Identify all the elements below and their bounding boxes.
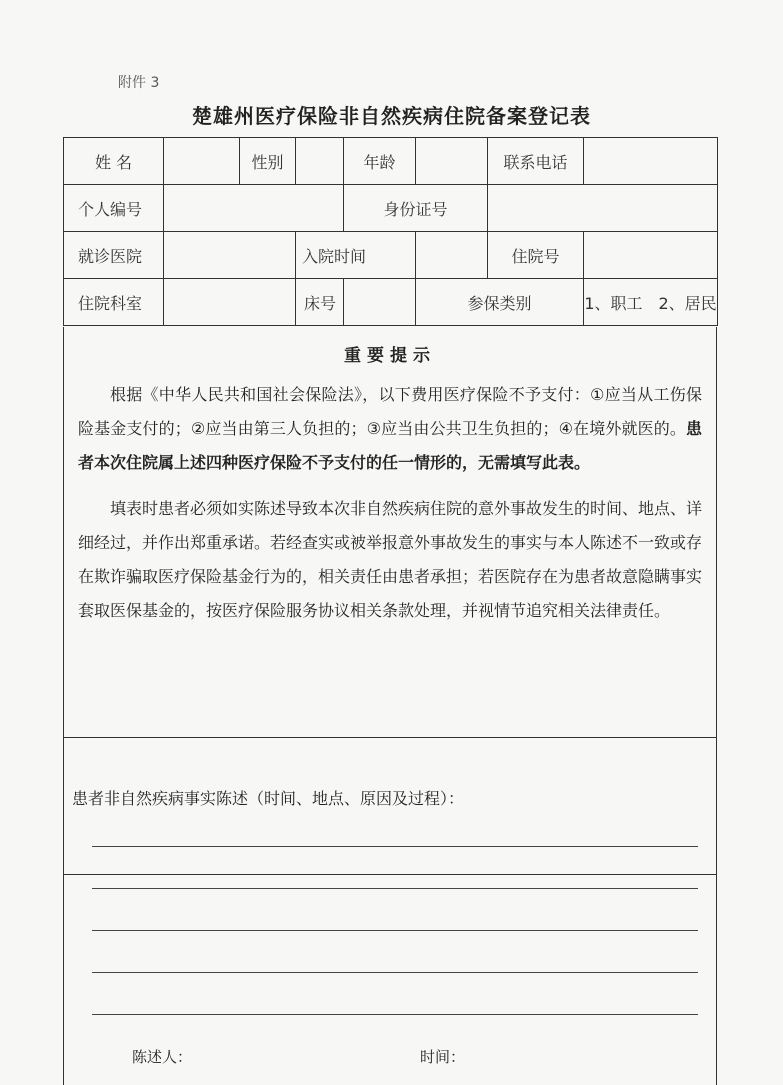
statement-line[interactable] xyxy=(92,846,698,847)
inpatient-no-field[interactable] xyxy=(584,232,718,279)
name-field[interactable] xyxy=(164,138,240,185)
personal-id-label: 个人编号 xyxy=(64,185,164,232)
bed-no-label: 床号 xyxy=(296,279,344,326)
admission-time-field[interactable] xyxy=(416,232,488,279)
statement-section xyxy=(63,737,717,1085)
gender-field[interactable] xyxy=(296,138,344,185)
table-row xyxy=(64,185,718,232)
personal-id-field[interactable] xyxy=(164,185,344,232)
statement-line[interactable] xyxy=(92,972,698,973)
statement-line[interactable] xyxy=(92,930,698,931)
department-field[interactable] xyxy=(164,279,296,326)
attachment-label: 附件 3 xyxy=(118,75,160,91)
statement-line[interactable] xyxy=(92,888,698,889)
insurance-type-label: 参保类别 xyxy=(416,279,584,326)
notice-bold-text: 患者本次住院属上述四种医疗保险不予支付的任一情形的，无需填写此表。 xyxy=(78,419,702,472)
gender-label: 性别 xyxy=(240,138,296,185)
id-card-field[interactable] xyxy=(488,185,718,232)
statement-label: 患者非自然疾病事实陈述（时间、地点、原因及过程）： xyxy=(72,789,465,808)
notice-title: 重要提示 xyxy=(344,346,436,366)
notice-text: 根据《中华人民共和国社会保险法》，以下费用医疗保险不予支付：①应当从工伤保险基金支付的；②应当由第三人负担的；③应当由公共卫生负担的；④在境外就医的。 xyxy=(78,385,702,438)
table-row xyxy=(64,232,718,279)
statement-line[interactable] xyxy=(92,1014,698,1015)
id-card-label: 身份证号 xyxy=(344,185,488,232)
phone-label: 联系电话 xyxy=(488,138,584,185)
insurance-options[interactable]: 1、职工 2、居民 xyxy=(584,279,718,326)
admission-time-label: 入院时间 xyxy=(296,232,416,279)
hospital-label: 就诊医院 xyxy=(64,232,164,279)
hospital-field[interactable] xyxy=(164,232,296,279)
inpatient-no-label: 住院号 xyxy=(488,232,584,279)
info-table xyxy=(63,137,718,326)
notice-paragraph-2: 填表时患者必须如实陈述导致本次非自然疾病住院的意外事故发生的时间、地点、详细经过，并作出郑重承诺。若经查实或被举报意外事故发生的事实与本人陈述不一致或存在欺诈骗取医疗保险基金行为的，相关责任由患者承担；若医院存在为患者故意隐瞒事实套取医保基金的，按医疗保险服务协议相关条款处理，并视情节追究相关法律责任。 xyxy=(78,499,703,620)
time-label: 时间： xyxy=(420,1048,466,1066)
signer-label: 陈述人： xyxy=(132,1048,193,1066)
age-label: 年龄 xyxy=(344,138,416,185)
age-field[interactable] xyxy=(416,138,488,185)
form-title: 楚雄州医疗保险非自然疾病住院备案登记表 xyxy=(192,104,591,128)
bed-no-field[interactable] xyxy=(344,279,416,326)
table-row xyxy=(64,138,718,185)
department-label: 住院科室 xyxy=(64,279,164,326)
name-label: 姓 名 xyxy=(64,138,164,185)
notice-paragraph-1 xyxy=(64,378,716,480)
registration-form xyxy=(63,137,717,1085)
table-row xyxy=(64,279,718,326)
phone-field[interactable] xyxy=(584,138,718,185)
